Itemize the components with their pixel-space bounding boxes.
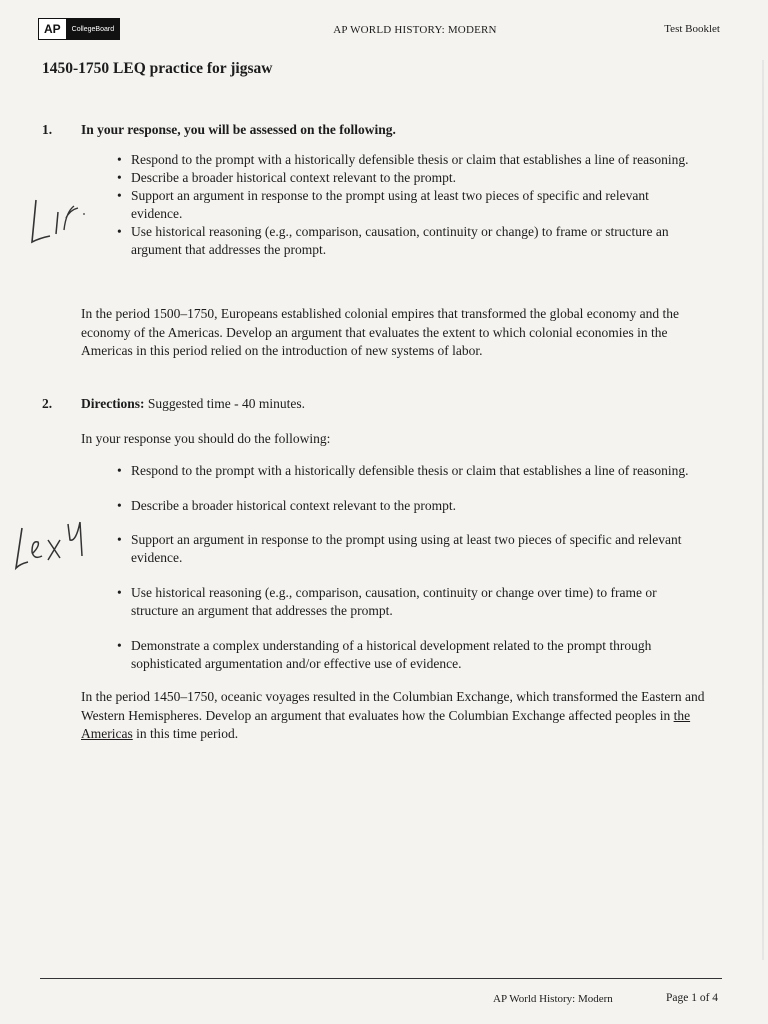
question-2-prompt: [81, 688, 721, 744]
handwritten-note-2: [10, 510, 100, 580]
criteria-item: • Use historical reasoning (e.g., comparison, causation, continuity or change) to frame or structure an argument that addresses the prompt.: [115, 223, 691, 259]
footer-page-number: Page 1 of 4: [666, 992, 719, 1004]
header-course-title: AP WORLD HISTORY: MODERN: [333, 24, 497, 36]
criteria-item: • Respond to the prompt with a historically defensible thesis or claim that establishes a line of reasoning.: [115, 151, 705, 169]
question-2-directions: [81, 395, 305, 413]
directions-text: Suggested time - 40 minutes.: [147, 396, 305, 411]
criteria-item: • Describe a broader historical context relevant to the prompt.: [115, 497, 705, 515]
question-1-criteria-list: [115, 151, 705, 259]
question-1-prompt: In the period 1500–1750, Europeans established colonial empires that transformed the global economy and the economy of the Americas. Develop an argument that evaluates the extent to which colonial economies in the Americas in this period relied on the introduction of new systems of labor.: [81, 306, 679, 358]
criteria-item: • Demonstrate a complex understanding of a historical development related to the prompt through sophisticated argumentation and/or effective use of evidence.: [115, 637, 691, 673]
scan-edge-shadow: [762, 60, 764, 960]
header-booklet-label: Test Booklet: [664, 23, 720, 35]
handwritten-note-1: [22, 190, 92, 260]
logo-ap-text: AP: [39, 19, 67, 39]
question-2-intro: In your response you should do the following:: [81, 431, 331, 446]
question-2-criteria-list: [115, 462, 705, 673]
directions-label: Directions:: [81, 396, 145, 411]
footer-course-name: AP World History: Modern: [493, 993, 613, 1005]
question-1-heading: In your response, you will be assessed on the following.: [81, 122, 396, 137]
criteria-item: • Use historical reasoning (e.g., comparison, causation, continuity or change over time) to frame or structure an argument that addresses the prompt.: [115, 584, 691, 620]
question-1-number: 1.: [42, 122, 53, 137]
prompt-underlined-phrase: the Americas: [81, 707, 691, 741]
criteria-item: • Support an argument in response to the prompt using at least two pieces of specific and relevant evidence.: [115, 187, 671, 223]
prompt-text-end: in this time period.: [132, 726, 239, 741]
criteria-item: • Describe a broader historical context relevant to the prompt.: [115, 169, 705, 187]
footer-rule: [40, 978, 722, 979]
document-title: 1450-1750 LEQ practice for jigsaw: [42, 60, 273, 77]
logo-collegeboard-text: CollegeBoard: [67, 19, 119, 39]
criteria-item: • Support an argument in response to the prompt using using at least two pieces of specific and relevant evidence.: [115, 531, 706, 567]
question-2-number: 2.: [42, 396, 53, 411]
criteria-item: • Respond to the prompt with a historically defensible thesis or claim that establishes a line of reasoning.: [115, 462, 705, 480]
prompt-text-start: In the period 1450–1750, oceanic voyages resulted in the Columbian Exchange, which transformed the Eastern and Western Hemispheres. Develop an argument that evaluates how the Columbian Exchange affected peoples in: [81, 689, 705, 723]
